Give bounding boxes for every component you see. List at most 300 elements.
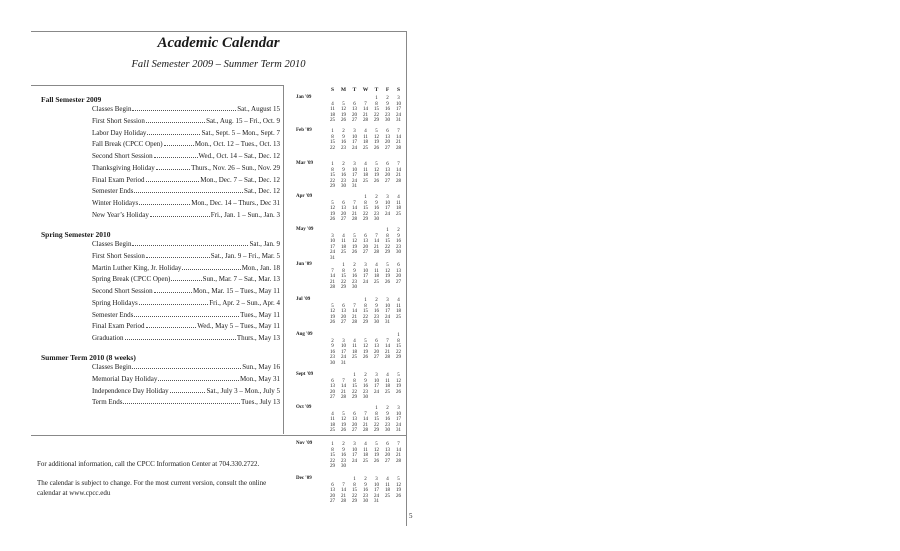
- month-grid: [327, 373, 404, 401]
- day-cell: 4: [364, 129, 367, 134]
- day-cell: 16: [341, 453, 346, 458]
- day-cell: 8: [353, 482, 356, 488]
- dot-leader: [154, 287, 192, 293]
- day-cell: 5: [375, 129, 378, 134]
- day-cell: 2: [364, 373, 367, 378]
- day-cell: 25: [374, 279, 379, 285]
- day-cell: 6: [331, 378, 334, 384]
- day-cell: 27: [330, 395, 335, 400]
- day-cell: 1: [375, 406, 378, 411]
- event-date: Sun., May 16: [242, 363, 280, 371]
- weekday-label: S: [330, 87, 335, 93]
- day-cell: 28: [363, 428, 368, 433]
- day-cell: 24: [330, 250, 335, 255]
- day-cell: 26: [374, 178, 379, 184]
- day-cell: 6: [353, 411, 356, 417]
- page-subtitle: Fall Semester 2009 – Summer Term 2010: [131, 59, 306, 70]
- page-edge-rule: [406, 31, 407, 526]
- day-cell: 26: [341, 428, 346, 433]
- day-cell: 22: [341, 279, 346, 285]
- day-cell: 10: [396, 101, 401, 107]
- day-cell: 20: [352, 422, 357, 428]
- day-cell: 26: [330, 217, 335, 222]
- month-label: May '09: [296, 227, 314, 232]
- day-cell: 6: [386, 129, 389, 134]
- day-cell: 28: [352, 320, 357, 325]
- day-cell: 2: [364, 477, 367, 482]
- day-cell: 15: [363, 206, 368, 211]
- day-cell: 20: [341, 314, 346, 320]
- day-cell: 24: [374, 493, 379, 499]
- day-cell: 7: [397, 129, 400, 134]
- day-cell: 22: [330, 458, 335, 464]
- day-cell: 31: [385, 320, 390, 325]
- month-label: Dec '09: [296, 476, 312, 481]
- day-cell: 2: [342, 442, 345, 447]
- day-cell: 12: [385, 268, 390, 274]
- day-cell: 11: [385, 378, 390, 384]
- day-cell: 21: [363, 112, 368, 118]
- day-cell: 2: [353, 263, 356, 268]
- day-cell: [382, 184, 393, 190]
- event-name: First Short Session: [92, 116, 145, 125]
- day-cell: 18: [363, 173, 368, 178]
- day-cell: 3: [397, 406, 400, 411]
- day-cell: [371, 184, 382, 190]
- day-cell: 15: [330, 453, 335, 458]
- day-cell: 5: [386, 263, 389, 268]
- event-row: [92, 322, 280, 330]
- dot-leader: [146, 322, 197, 328]
- day-cell: 13: [352, 107, 357, 112]
- day-cell: 26: [385, 279, 390, 285]
- day-cell: 25: [352, 355, 357, 360]
- month-label: Aug '09: [296, 332, 313, 337]
- event-date: Thurs., May 13: [236, 334, 280, 342]
- day-cell: 23: [341, 178, 346, 184]
- weekday-label: T: [352, 87, 357, 93]
- day-cell: 7: [386, 338, 389, 344]
- day-cell: 18: [341, 244, 346, 250]
- day-cell: 21: [330, 279, 335, 285]
- event-row: [92, 164, 280, 172]
- day-cell: 30: [363, 499, 368, 504]
- day-cell: 14: [330, 274, 335, 279]
- month-grid: [327, 263, 404, 291]
- day-cell: 10: [352, 134, 357, 140]
- day-cell: 16: [341, 173, 346, 178]
- day-cell: 28: [396, 458, 401, 464]
- day-cell: 21: [374, 244, 379, 250]
- month-label: Mar '09: [296, 161, 313, 166]
- day-cell: 4: [375, 263, 378, 268]
- day-cell: 3: [397, 96, 400, 101]
- day-cell: 17: [352, 173, 357, 178]
- day-cell: 20: [385, 453, 390, 458]
- day-cell: 29: [330, 184, 335, 189]
- event-date: Sat., Sept. 5 – Mon., Sept. 7: [201, 128, 280, 137]
- day-cell: 28: [341, 499, 346, 504]
- day-cell: 26: [363, 355, 368, 360]
- event-date: Tues., May 11: [240, 310, 280, 319]
- day-cell: 12: [374, 447, 379, 453]
- day-cell: 24: [385, 314, 390, 320]
- day-cell: 1: [353, 373, 356, 378]
- dot-leader: [132, 240, 248, 246]
- day-cell: 10: [374, 482, 379, 488]
- month-grid: [327, 228, 404, 261]
- day-cell: 25: [330, 428, 335, 433]
- day-cell: 30: [352, 285, 357, 290]
- day-cell: 9: [331, 344, 334, 349]
- day-cell: 15: [330, 173, 335, 178]
- event-row: [92, 375, 280, 383]
- day-cell: 5: [342, 101, 345, 107]
- day-cell: 23: [341, 145, 346, 151]
- event-date: Mon., Jan. 18: [241, 263, 280, 272]
- day-cell: [393, 184, 404, 190]
- day-cell: 21: [396, 140, 401, 145]
- weekday-label: W: [362, 87, 369, 93]
- day-cell: 5: [375, 442, 378, 447]
- day-cell: 20: [396, 274, 401, 279]
- day-cell: 3: [375, 477, 378, 482]
- week-row: [327, 184, 404, 190]
- day-cell: 27: [330, 499, 335, 504]
- day-cell: 1: [331, 442, 334, 447]
- event-row: [92, 275, 280, 283]
- day-cell: 21: [396, 173, 401, 178]
- month-grid: [327, 406, 404, 434]
- day-cell: [371, 464, 382, 470]
- event-date: Sun., Mar. 7 – Sat., Mar. 13: [202, 275, 280, 284]
- day-cell: 9: [397, 233, 400, 239]
- day-cell: 30: [374, 320, 379, 325]
- day-cell: 13: [374, 344, 379, 349]
- week-row: [327, 146, 404, 152]
- event-row: [92, 105, 280, 113]
- day-cell: 22: [396, 349, 401, 355]
- dot-leader: [134, 187, 243, 193]
- dot-leader: [132, 105, 236, 111]
- day-cell: 7: [397, 442, 400, 447]
- month-grid: [327, 477, 404, 505]
- day-cell: 3: [353, 129, 356, 134]
- day-cell: 21: [363, 422, 368, 428]
- day-cell: 11: [385, 482, 390, 488]
- day-cell: 27: [396, 279, 401, 285]
- day-cell: 26: [352, 250, 357, 255]
- day-cell: 5: [331, 303, 334, 309]
- day-cell: [393, 464, 404, 470]
- day-cell: 18: [363, 140, 368, 145]
- day-cell: 27: [385, 178, 390, 184]
- day-cell: 18: [396, 309, 401, 314]
- dot-leader: [125, 334, 236, 340]
- day-cell: 13: [341, 206, 346, 211]
- day-cell: 5: [375, 162, 378, 167]
- day-cell: 27: [385, 145, 390, 151]
- day-cell: 17: [374, 488, 379, 493]
- day-cell: 22: [374, 422, 379, 428]
- event-name: Semester Ends: [92, 310, 134, 319]
- month-grid: [327, 195, 404, 223]
- day-cell: 14: [374, 239, 379, 244]
- event-row: [92, 264, 280, 272]
- weekday-label: S: [396, 87, 401, 93]
- column-divider: [283, 85, 284, 434]
- day-cell: 16: [385, 417, 390, 422]
- day-cell: 6: [342, 303, 345, 309]
- day-cell: [360, 184, 371, 190]
- day-cell: 9: [342, 167, 345, 173]
- dot-leader: [150, 211, 210, 217]
- day-cell: 4: [386, 373, 389, 378]
- week-row: [327, 464, 404, 470]
- event-name: Classes Begin: [92, 240, 132, 248]
- day-cell: 19: [396, 384, 401, 389]
- weekday-label: M: [340, 87, 347, 93]
- event-row: [92, 334, 280, 342]
- day-cell: 25: [396, 314, 401, 320]
- event-date: Sat., Aug. 15 – Fri., Oct. 9: [206, 116, 280, 125]
- day-cell: 25: [363, 458, 368, 464]
- dot-leader: [146, 252, 210, 258]
- day-cell: 3: [386, 298, 389, 303]
- day-cell: 12: [341, 107, 346, 112]
- event-name: Second Short Session: [92, 152, 153, 160]
- day-cell: 8: [342, 268, 345, 274]
- day-cell: 28: [396, 178, 401, 184]
- event-name: New Year’s Holiday: [92, 210, 149, 219]
- day-cell: 29: [352, 395, 357, 400]
- day-cell: 11: [330, 107, 335, 112]
- day-cell: 8: [353, 378, 356, 384]
- day-cell: 30: [341, 464, 346, 469]
- day-cell: 5: [331, 200, 334, 206]
- day-cell: 30: [330, 360, 335, 366]
- day-cell: 19: [374, 453, 379, 458]
- weekday-label: T: [374, 87, 379, 93]
- day-cell: 29: [363, 217, 368, 222]
- day-cell: 26: [396, 493, 401, 499]
- day-cell: 7: [353, 303, 356, 309]
- day-cell: 19: [341, 112, 346, 118]
- event-date: Wed., May 5 – Tues., May 11: [197, 322, 280, 331]
- day-cell: 1: [397, 333, 400, 338]
- day-cell: 4: [397, 195, 400, 200]
- day-cell: 21: [341, 389, 346, 395]
- day-cell: 3: [331, 233, 334, 239]
- event-name: Labor Day Holiday: [92, 128, 147, 137]
- event-row: [92, 287, 280, 295]
- day-cell: 28: [396, 145, 401, 151]
- day-cell: 17: [352, 453, 357, 458]
- month-grid: [327, 442, 404, 470]
- month-label: Jun '09: [296, 262, 312, 267]
- day-cell: 14: [363, 107, 368, 112]
- day-cell: 5: [342, 411, 345, 417]
- day-cell: 8: [331, 134, 334, 140]
- event-date: Fri., Apr. 2 – Sun., Apr. 4: [209, 298, 280, 307]
- event-row: [92, 363, 280, 371]
- day-cell: 13: [363, 239, 368, 244]
- day-cell: 7: [364, 101, 367, 107]
- day-cell: [393, 499, 404, 505]
- event-name: Second Short Session: [92, 287, 153, 295]
- day-cell: 17: [352, 140, 357, 145]
- event-name: Thanksgiving Holiday: [92, 163, 155, 172]
- day-cell: [393, 361, 404, 367]
- day-cell: 31: [374, 499, 379, 504]
- day-cell: 10: [385, 200, 390, 206]
- day-cell: [360, 361, 371, 367]
- day-cell: 6: [386, 162, 389, 167]
- day-cell: 19: [385, 274, 390, 279]
- day-cell: 29: [363, 320, 368, 325]
- day-cell: 27: [363, 250, 368, 255]
- dot-leader: [164, 140, 194, 146]
- day-cell: 15: [385, 239, 390, 244]
- day-cell: 19: [374, 173, 379, 178]
- event-date: Mon., Dec. 7 – Sat., Dec. 12: [200, 175, 280, 184]
- day-cell: [382, 285, 393, 291]
- day-cell: 8: [364, 303, 367, 309]
- week-row: [327, 285, 404, 291]
- day-cell: 24: [341, 355, 346, 360]
- day-cell: [360, 464, 371, 470]
- day-cell: 31: [341, 360, 346, 366]
- day-cell: 14: [352, 309, 357, 314]
- event-row: [92, 140, 280, 148]
- day-cell: 19: [341, 422, 346, 428]
- day-cell: [382, 256, 393, 262]
- day-cell: 23: [374, 211, 379, 217]
- day-cell: 9: [342, 134, 345, 140]
- week-row: [327, 395, 404, 401]
- day-cell: 13: [385, 134, 390, 140]
- event-date: Sat., July 3 – Mon., July 5: [206, 386, 280, 395]
- day-cell: 11: [363, 167, 368, 173]
- day-cell: 2: [375, 195, 378, 200]
- day-cell: 11: [396, 303, 401, 309]
- day-cell: 2: [331, 338, 334, 344]
- day-cell: 24: [352, 145, 357, 151]
- month-label: Feb '09: [296, 128, 312, 133]
- day-cell: 11: [341, 239, 346, 244]
- dot-leader: [146, 176, 200, 182]
- dot-leader: [139, 299, 209, 305]
- day-cell: 17: [374, 384, 379, 389]
- event-date: Tues., July 13: [240, 398, 280, 407]
- day-cell: 10: [352, 447, 357, 453]
- day-cell: 19: [396, 488, 401, 493]
- section-title: Fall Semester 2009: [41, 95, 102, 104]
- day-cell: 27: [341, 217, 346, 222]
- day-cell: 18: [385, 384, 390, 389]
- day-cell: 4: [353, 338, 356, 344]
- day-cell: 8: [364, 200, 367, 206]
- day-cell: 24: [363, 279, 368, 285]
- day-cell: 10: [330, 239, 335, 244]
- day-cell: 18: [374, 274, 379, 279]
- day-cell: 30: [341, 184, 346, 189]
- day-cell: 22: [330, 178, 335, 184]
- day-cell: 17: [385, 309, 390, 314]
- day-cell: 27: [385, 458, 390, 464]
- day-cell: 20: [363, 244, 368, 250]
- day-cell: 6: [386, 442, 389, 447]
- day-cell: 3: [353, 442, 356, 447]
- day-cell: 5: [397, 373, 400, 378]
- event-name: Martin Luther King, Jr. Holiday: [92, 263, 182, 272]
- day-cell: 7: [342, 378, 345, 384]
- day-cell: 21: [352, 314, 357, 320]
- day-cell: 18: [330, 112, 335, 118]
- day-cell: 11: [363, 447, 368, 453]
- month-label: Apr '09: [296, 194, 313, 199]
- day-cell: 8: [331, 447, 334, 453]
- week-row: [327, 256, 404, 262]
- day-cell: 23: [352, 279, 357, 285]
- day-cell: 3: [375, 373, 378, 378]
- event-name: Graduation: [92, 334, 124, 342]
- event-name: Classes Begin: [92, 363, 132, 371]
- day-cell: 30: [396, 250, 401, 255]
- dot-leader: [123, 398, 240, 404]
- title-divider: [31, 85, 283, 86]
- day-cell: 12: [396, 482, 401, 488]
- event-row: [92, 299, 280, 307]
- day-cell: 27: [341, 320, 346, 325]
- day-cell: 17: [363, 274, 368, 279]
- month-grid: [327, 298, 404, 326]
- day-cell: 17: [330, 244, 335, 250]
- day-cell: 14: [363, 417, 368, 422]
- event-date: Sat., Jan. 9 – Fri., Mar. 5: [210, 251, 280, 260]
- day-cell: 23: [396, 244, 401, 250]
- day-cell: 17: [341, 349, 346, 355]
- day-cell: 20: [330, 389, 335, 395]
- day-cell: 23: [385, 422, 390, 428]
- day-cell: 29: [352, 499, 357, 504]
- day-cell: [382, 217, 393, 223]
- event-date: Fri., Jan. 1 – Sun., Jan. 3: [210, 210, 280, 219]
- event-name: Spring Break (CPCC Open): [92, 275, 171, 284]
- event-date: Mon., Oct. 12 – Tues., Oct. 13: [194, 140, 280, 149]
- month-grid: [327, 162, 404, 190]
- event-row: [92, 240, 280, 248]
- day-cell: 15: [374, 107, 379, 112]
- day-cell: 23: [341, 458, 346, 464]
- day-cell: 31: [352, 184, 357, 189]
- day-cell: 26: [341, 118, 346, 123]
- event-date: Sat., Dec. 12: [244, 187, 280, 196]
- change-note: The calendar is subject to change. For the most current version, consult the online calendar at www.cpcc.edu: [37, 479, 267, 497]
- day-cell: 16: [385, 107, 390, 112]
- day-cell: 25: [385, 493, 390, 499]
- day-cell: 31: [396, 428, 401, 433]
- event-name: Final Exam Period: [92, 322, 145, 331]
- day-cell: 2: [375, 298, 378, 303]
- weekday-label: F: [385, 87, 390, 93]
- day-cell: 14: [341, 384, 346, 389]
- event-date: Mon., Mar. 15 – Tues., May 11: [192, 287, 280, 295]
- day-cell: 11: [396, 200, 401, 206]
- event-row: [92, 199, 280, 207]
- day-cell: [349, 464, 360, 470]
- day-cell: 8: [386, 233, 389, 239]
